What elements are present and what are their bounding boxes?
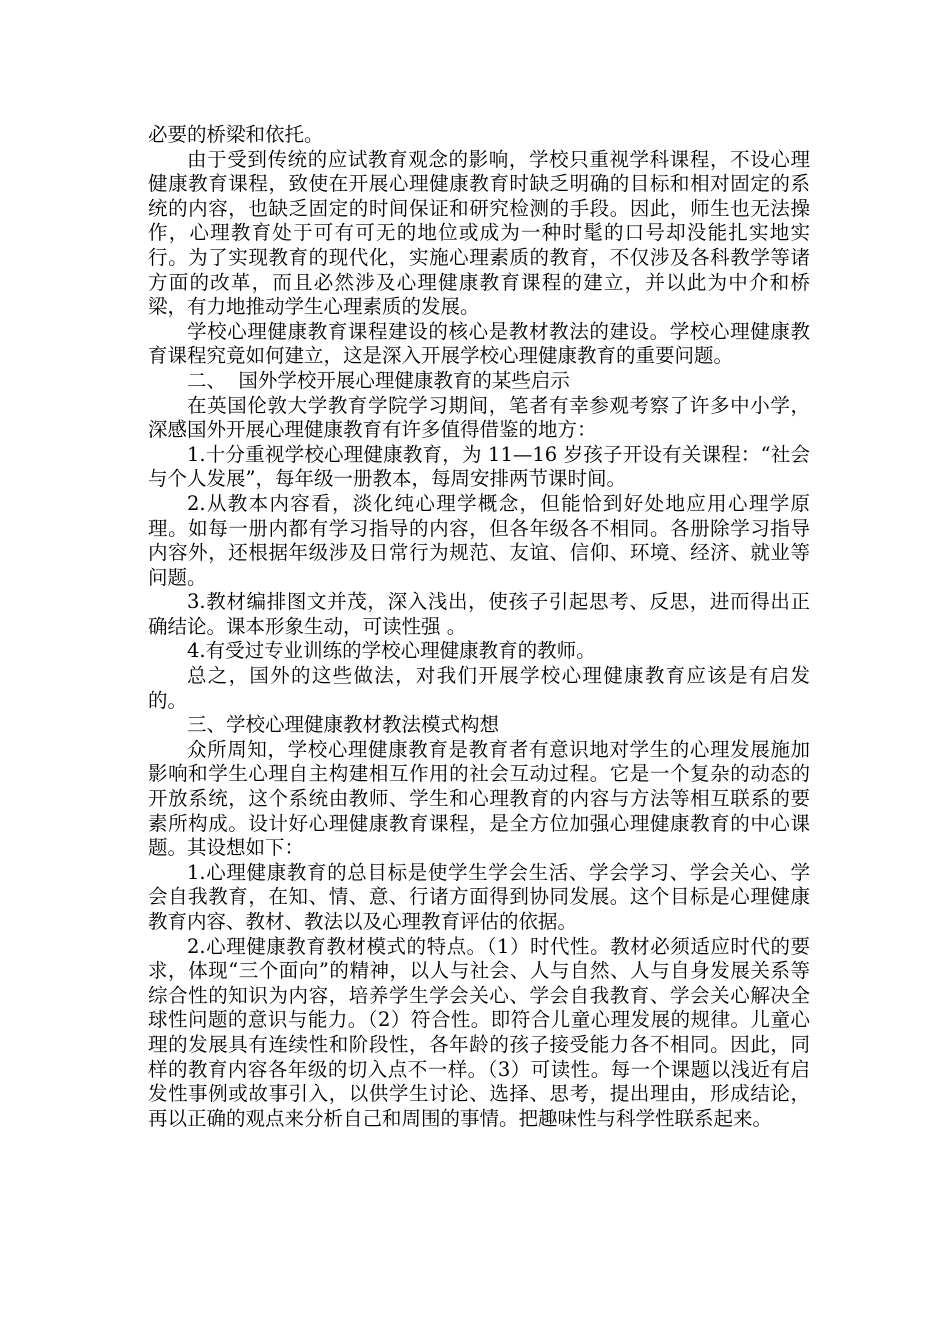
list-item: 1.心理健康教育的总目标是使学生学会生活、学会学习、学会关心、学会自我教育，在知、情、意、行诸方面得到协同发展。这个目标是心理健康教育内容、教材、教法以及心理教育评估的依据。 bbox=[148, 860, 810, 933]
list-item: 2.从教本内容看，淡化纯心理学概念，但能恰到好处地应用心理学原理。如每一册内都有学习指导的内容，但各年级各不相同。各册除学习指导内容外，还根据年级涉及日常行为规范、友谊、信仰、环境、经济、就业等问题。 bbox=[148, 491, 810, 589]
section-heading-3: 三、学校心理健康教材教法模式构想 bbox=[187, 713, 500, 737]
paragraph: 总之，国外的这些做法，对我们开展学校心理健康教育应该是有启发的。 bbox=[148, 664, 810, 712]
paragraph: 在英国伦敦大学教育学院学习期间，笔者有幸参观考察了许多中小学，深感国外开展心理健康教育有许多值得借鉴的地方： bbox=[148, 393, 810, 442]
list-item: 4.有受过专业训练的学校心理健康教育的教师。 bbox=[187, 639, 596, 663]
paragraph-continuation: 必要的桥梁和依托。 bbox=[148, 123, 324, 146]
list-item: 1.十分重视学校心理健康教育，为 11—16 岁孩子开设有关课程：“社会与个人发展”，每年级一册教本，每周安排两节课时间。 bbox=[148, 442, 810, 491]
document-body bbox=[148, 123, 810, 1131]
paragraph: 学校心理健康教育课程建设的核心是教材教法的建设。学校心理健康教育课程究竟如何建立，这是深入开展学校心理健康教育的重要问题。 bbox=[148, 319, 810, 368]
paragraph: 由于受到传统的应试教育观念的影响，学校只重视学科课程，不设心理健康教育课程，致使在开展心理健康教育时缺乏明确的目标和相对固定的系统的内容，也缺乏固定的时间保证和研究检测的手段。因此，师生也无法操作，心理教育处于可有可无的地位或成为一种时髦的口号却没能扎实地实行。为了实现教育的现代化，实施心理素质的教育，不仅涉及各科教学等诸方面的改革，而且必然涉及心理健康教育课程的建立，并以此为中介和桥梁，有力地推动学生心理素质的发展。 bbox=[148, 147, 810, 319]
paragraph: 众所周知，学校心理健康教育是教育者有意识地对学生的心理发展施加影响和学生心理自主构建相互作用的社会互动过程。它是一个复杂的动态的开放系统，这个系统由教师、学生和心理教育的内容与方法等相互联系的要素所构成。设计好心理健康教育课程，是全方位加强心理健康教育的中心课题。其设想如下： bbox=[148, 737, 810, 860]
list-item: 3.教材编排图文并茂，深入浅出，使孩子引起思考、反思，进而得出正确结论。课本形象生动，可读性强 。 bbox=[148, 590, 810, 638]
section-heading-2: 二、 国外学校开展心理健康教育的某些启示 bbox=[187, 368, 570, 392]
list-item: 2.心理健康教育教材模式的特点。（1）时代性。教材必须适应时代的要求，体现“三个面向”的精神，以人与社会、人与自然、人与自身发展关系等综合性的知识为内容，培养学生学会关心、学会自我教育、学会关心解决全球性问题的意识与能力。（2）符合性。即符合儿童心理发展的规律。儿童心理的发展具有连续性和阶段性，各年龄的孩子接受能力各不相同。因此，同样的教育内容各年级的切入点不一样。（3）可读性。每一个课题以浅近有启发性事例或故事引入，以供学生讨论、选择、思考，提出理由，形成结论，再以正确的观点来分析自己和周围的事情。把趣味性与科学性联系起来。 bbox=[148, 934, 810, 1130]
